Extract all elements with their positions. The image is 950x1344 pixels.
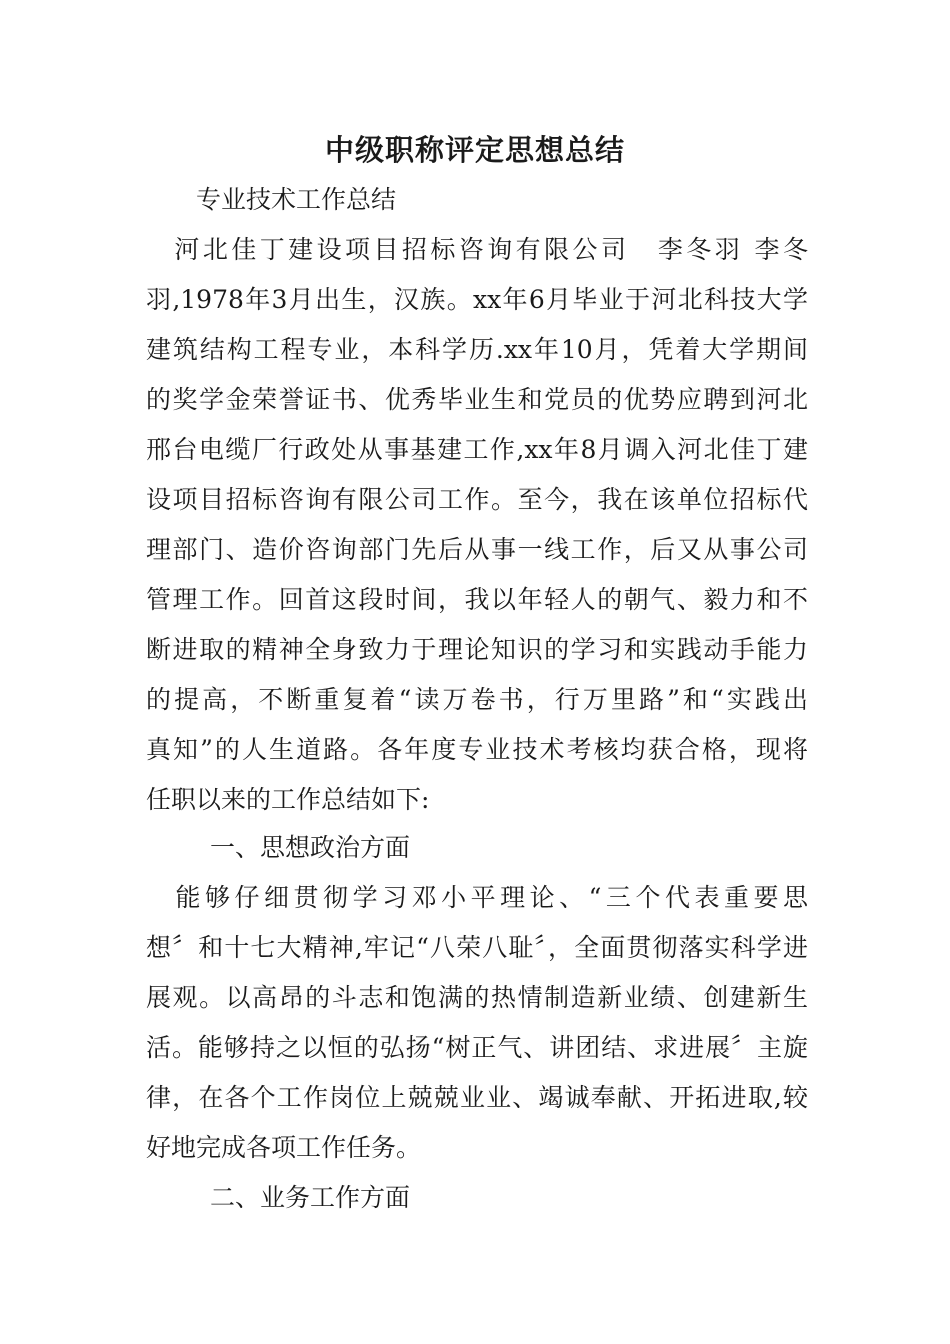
paragraph-line: 设项目招标咨询有限公司工作。至今，我在该单位招标代 [146,485,808,514]
paragraph-line: 建筑结构工程专业，本科学历.xx年10月，凭着大学期间 [146,335,808,364]
paragraph-line: 好地完成各项工作任务。 [146,1133,422,1162]
paragraph-line: 断进取的精神全身致力于理论知识的学习和实践动手能力 [146,635,808,664]
paragraph-line: 律，在各个工作岗位上兢兢业业、竭诚奉献、开拓进取,较 [146,1083,808,1112]
paragraph-line: 任职以来的工作总结如下: [146,785,430,814]
paragraph-line: 真知”的人生道路。各年度专业技术考核均获合格，现将 [146,735,808,764]
paragraph-line: 理部门、造价咨询部门先后从事一线工作，后又从事公司 [146,535,808,564]
paragraph-line: 羽,1978年3月出生，汉族。xx年6月毕业于河北科技大学 [146,285,808,314]
section-heading-political: 一、思想政治方面 [210,833,411,862]
document-subtitle: 专业技术工作总结 [196,185,397,214]
paragraph-line: 活。能够持之以恒的弘扬“树正气、讲团结、求进展〞主旋 [146,1033,808,1062]
paragraph-line: 的提高，不断重复着“读万卷书，行万里路”和“实践出 [146,685,808,714]
paragraph-line: 想〞和十七大精神,牢记“八荣八耻〞，全面贯彻落实科学进 [146,933,808,962]
section-heading-business: 二、业务工作方面 [210,1183,411,1212]
paragraph-line: 能够仔细贯彻学习邓小平理论、“三个代表重要思 [146,883,808,912]
document-title: 中级职称评定思想总结 [324,133,625,167]
paragraph-line: 管理工作。回首这段时间，我以年轻人的朝气、毅力和不 [146,585,808,614]
paragraph-line: 展观。以高昂的斗志和饱满的热情制造新业绩、创建新生 [146,983,808,1012]
paragraph-line: 河北佳丁建设项目招标咨询有限公司 李冬羽 李冬 [146,235,808,264]
paragraph-line: 的奖学金荣誉证书、优秀毕业生和党员的优势应聘到河北 [146,385,808,414]
paragraph-line: 邢台电缆厂行政处从事基建工作,xx年8月调入河北佳丁建 [146,435,808,464]
